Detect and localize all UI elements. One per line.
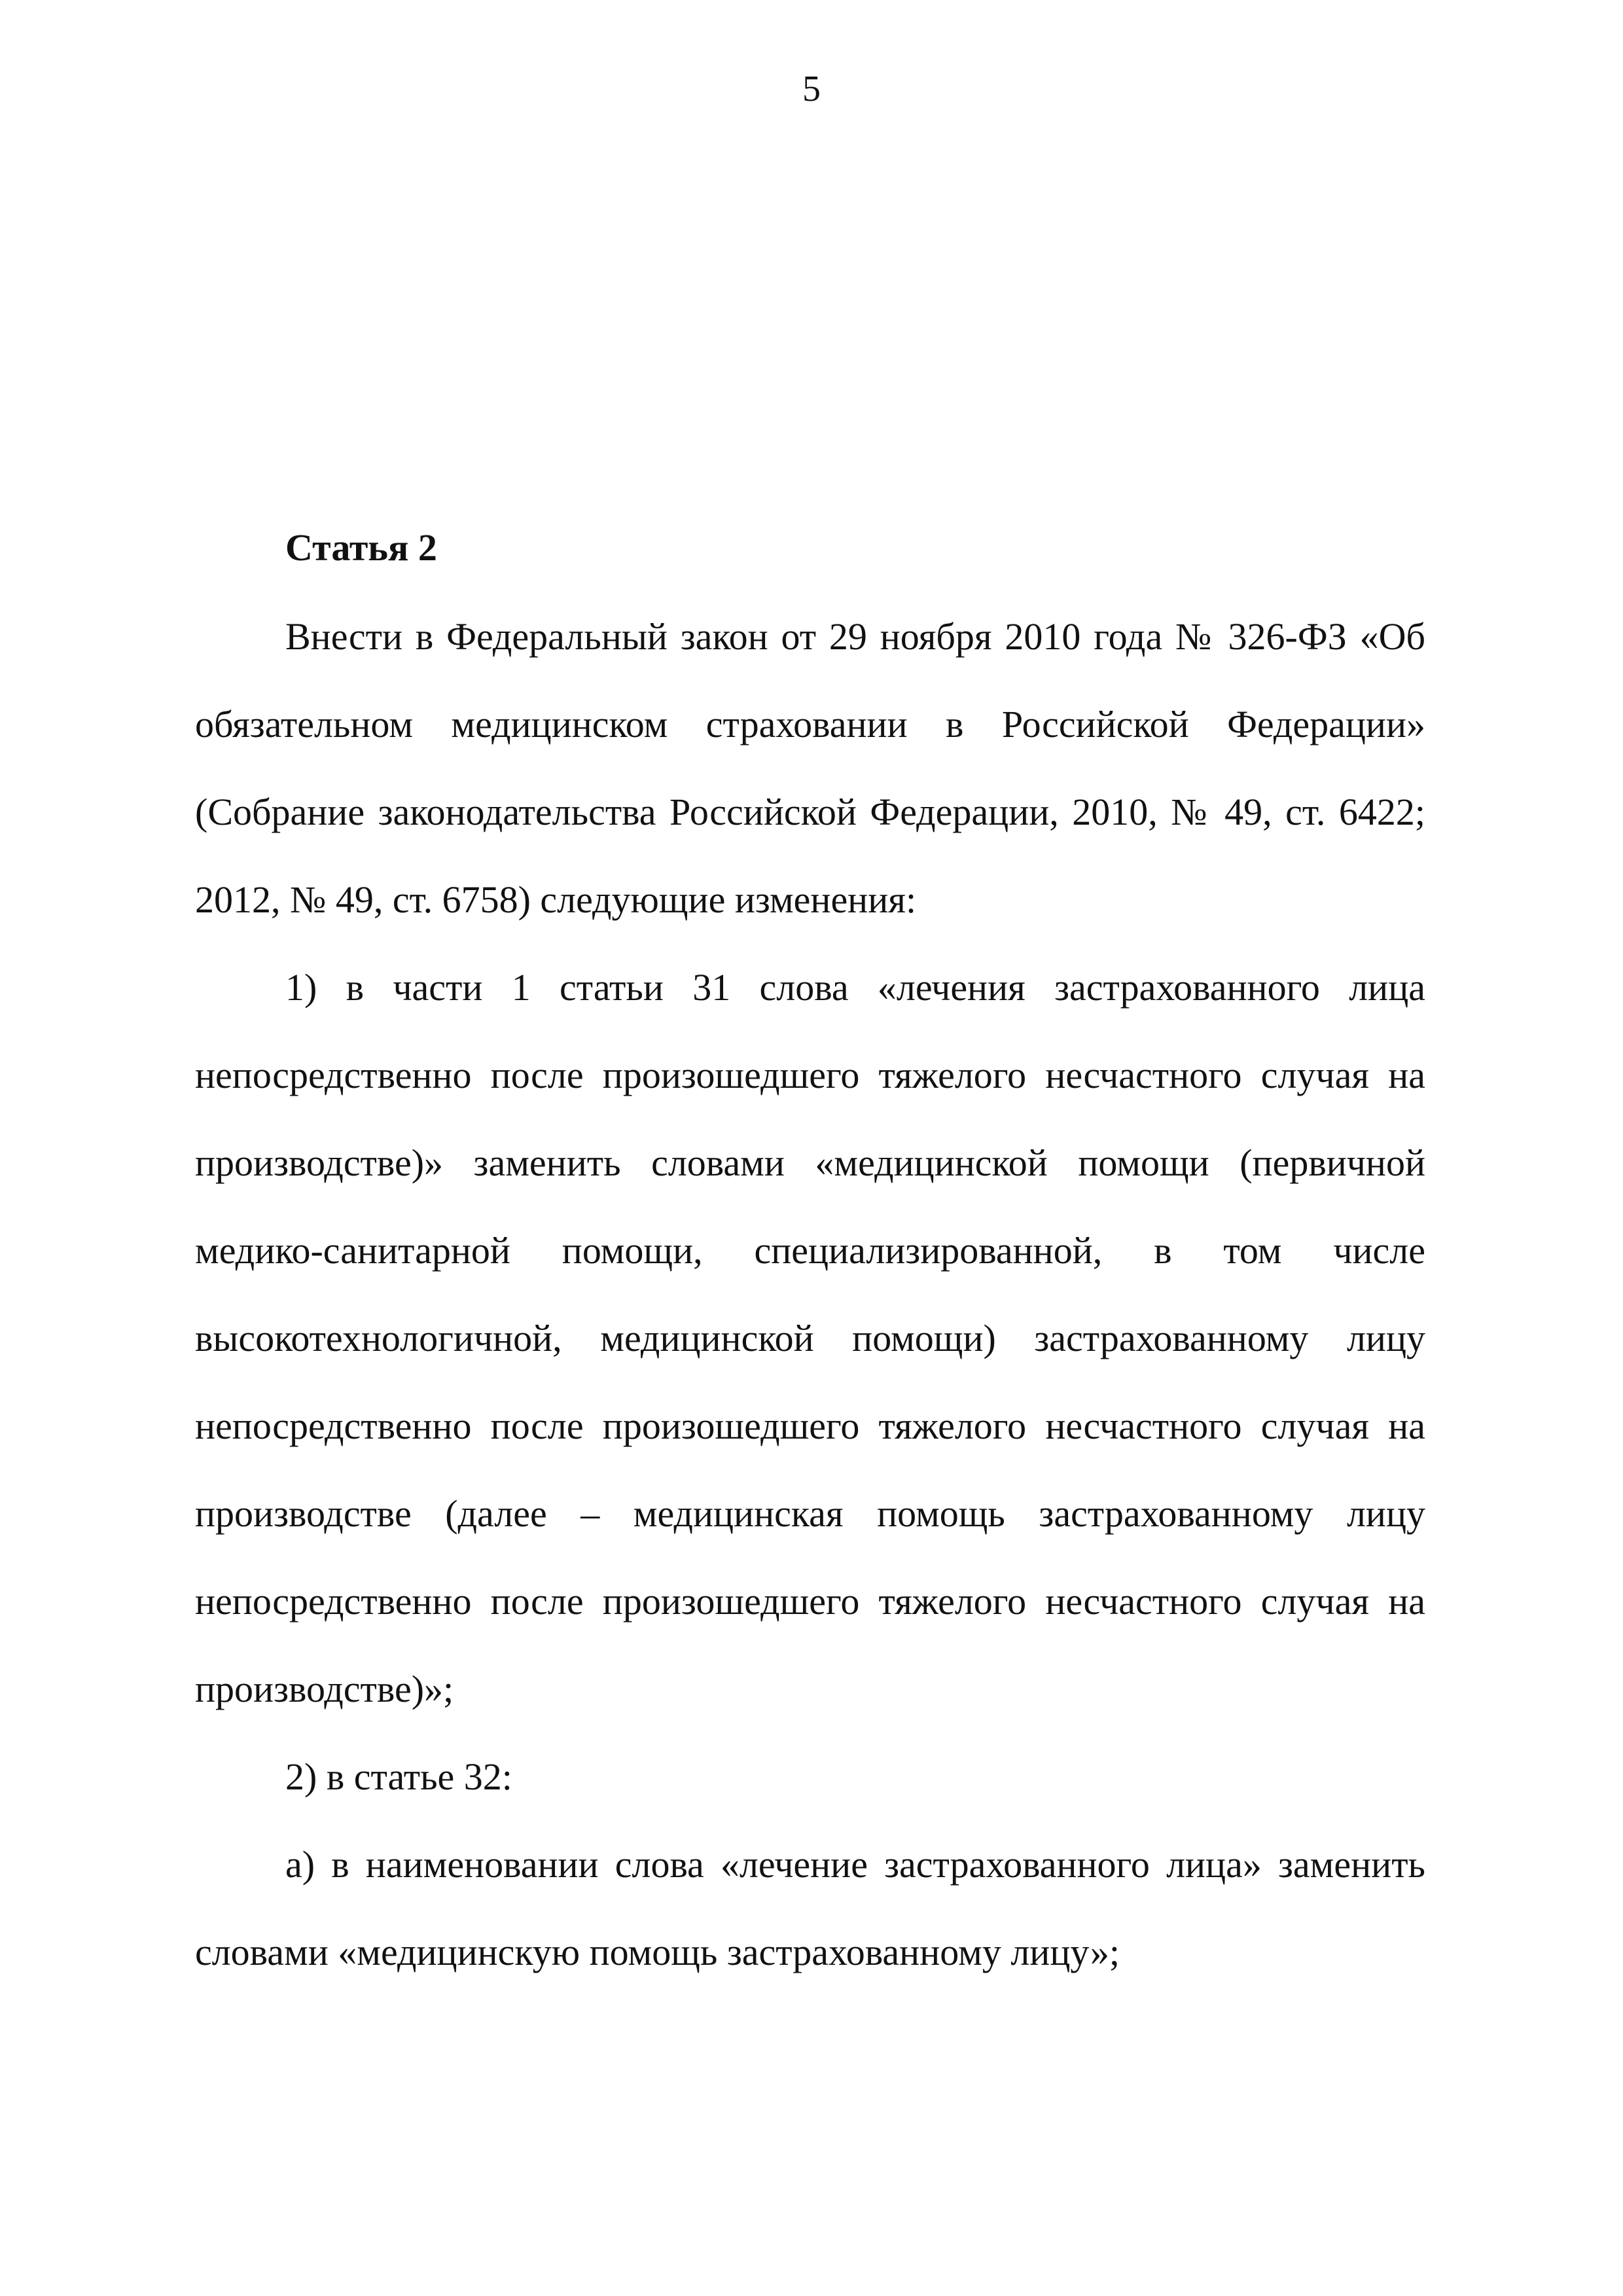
- paragraph-introduction: Внести в Федеральный закон от 29 ноября 2010 года № 326-ФЗ «Об обязательном медицинском страховании в Российской Федерации» (Собрание законодательства Российской Федерации, 2010, № 49, ст. 6422; 2012, № 49, ст. 6758) следующие изменения:: [195, 615, 1425, 921]
- page-number: 5: [802, 69, 821, 109]
- article-heading: Статья 2: [285, 526, 437, 569]
- paragraph-item-2: 2) в статье 32:: [285, 1755, 512, 1798]
- paragraph-item-1: 1) в части 1 статьи 31 слова «лечения застрахованного лица непосредственно после произошедшего тяжелого несчастного случая на производстве)» заменить словами «медицинской помощи (первичной медико-санитарной помощи, специализированной, в том числе высокотехнологичной, медицинской помощи) застрахованному лицу непосредственно после произошедшего тяжелого несчастного случая на производстве (далее – медицинская помощь застрахованному лицу непосредственно после произошедшего тяжелого несчастного случая на производстве)»;: [195, 966, 1425, 1710]
- paragraph-item-2a: а) в наименовании слова «лечение застрахованного лица» заменить словами «медицинскую помощь застрахованному лицу»;: [195, 1843, 1425, 1973]
